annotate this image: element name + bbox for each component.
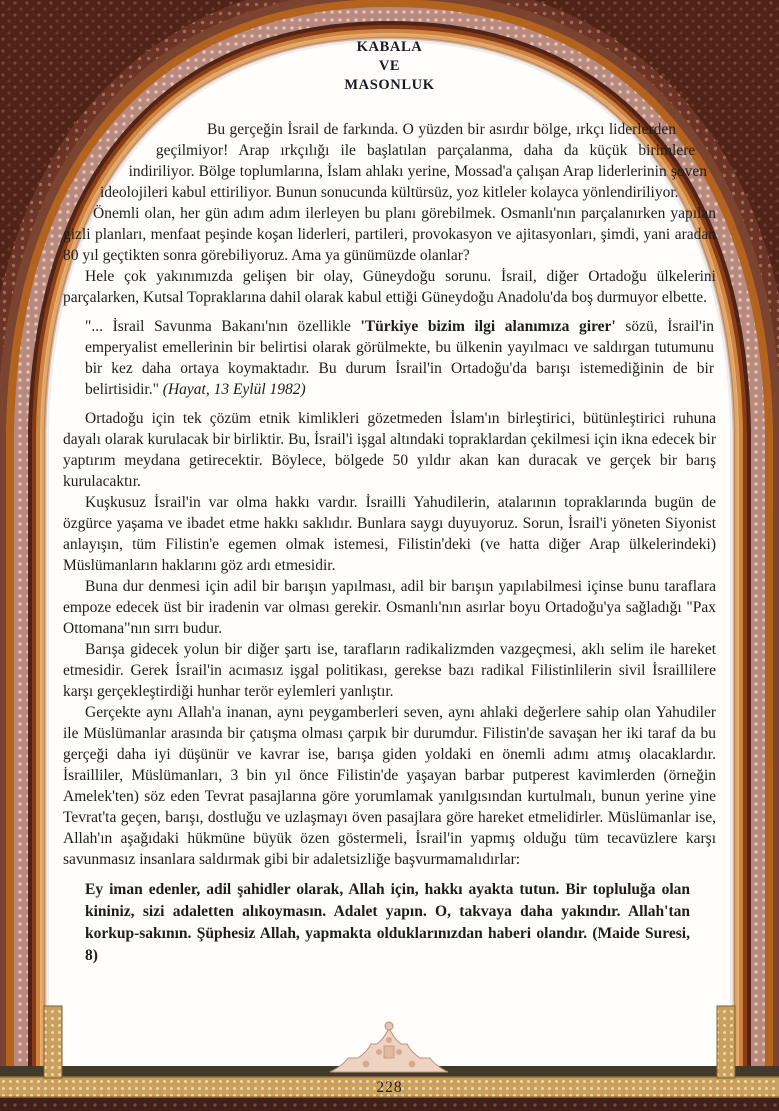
paragraph-5 (63, 408, 716, 492)
paragraph-9 (63, 702, 716, 870)
book-title-line: VE (378, 58, 401, 74)
text-column (45, 38, 734, 967)
text-segment: Ortadoğu için tek çözüm etnik kimlikleri gözetmeden İslam'ın birleştirici, bütünleştirici ruhuna dayalı olarak kurulacak bir birliktir. Bu, İsrail'i işgal altındaki topraklardan çekilmesi için ikna edecek bir yaptırım meydana getirecektir. Böylece, bölgede 50 yıldır akan kan duracak ve gerçek bir barış kurulacaktır. (63, 410, 716, 490)
text-segment: "... İsrail Savunma Bakanı'nın özellikle (85, 318, 361, 335)
book-title (63, 38, 716, 95)
text-segment: Barışa gidecek yolun bir diğer şartı ise, tarafların radikalizmden vazgeçmesi, aklı selim ile hareket etmesidir. Gerek İsrail'in acımasız işgal politikası, gerekse bazı radikal Filistinlilerin sivil İsraillilere karşı gerçekleştirdiği hunhar terör eylemleri yanlıştır. (63, 641, 716, 700)
text-segment: sözü, İsrail'in emperyalist emellerinin bir belirtisi olarak görülmekte, bu ülkenin yayılmacı ve saldırgan tutumunu bir kez daha ortaya koymaktadır. Bu durum İsrail'in Ortadoğu'da barışı istemediğinin de bir belirtisidir." (85, 318, 714, 398)
text-segment: Ey iman edenler, adil şahidler olarak, Allah için, hakkı ayakta tutun. Bir topluluğa olan kininiz, sizi adaletten alıkoymasın. Adalet yapın. O, takvaya daha yakındır. Allah'tan korkup-sakının. Şüphesiz Allah, yapmakta olduklarınızdan haberi olandır. (Maide Suresi, 8) (85, 881, 690, 964)
text-segment: Bu gerçeğin İsrail de farkında. O yüzden bir asırdır bölge, ırkçı liderlerden geçilmiyor! Arap ırkçılığı ile başlatılan parçalanma, daha da küçük birimlere indiriliyor. Bölge toplumlarına, İslam ahlakı yerine, Mossad'a çalışan Arap liderlerinin şoven ideolojileri kabul ettiriliyor. Bunun sonucunda kültürsüz, yoz kitleler kolayca yönlendiriliyor. (100, 121, 707, 201)
paragraph-6 (63, 492, 716, 576)
paragraph-10 (85, 879, 690, 967)
page-number: 228 (376, 1079, 403, 1096)
text-segment: Buna dur denmesi için adil bir barışın yapılması, adil bir barışın yapılabilmesi içinse bunu taraflara empoze edecek üst bir iradenin var olması gerekir. Osmanlı'nın asırlar boyu Ortadoğu'ya sağladığı "Pax Ottomana"nın sırrı budur. (63, 578, 716, 637)
paragraph-7 (63, 576, 716, 639)
book-title-line: MASONLUK (344, 77, 435, 93)
frame-corner-right (717, 1006, 735, 1078)
book-title-line: KABALA (356, 39, 423, 55)
text-segment: Hele çok yakınımızda gelişen bir olay, Güneydoğu sorunu. İsrail, diğer Ortadoğu ülkelerini parçalarken, Kutsal Topraklarına dahil olarak kabul ettiği Güneydoğu Anadolu'da boş durmuyor elbette. (63, 268, 716, 306)
text-segment: 'Türkiye bizim ilgi alanımıza girer' (360, 318, 616, 335)
frame-bottom-edge (0, 1098, 779, 1111)
paragraph-3 (63, 266, 716, 308)
text-segment: Gerçekte aynı Allah'a inanan, aynı peygamberleri seven, aynı ahlaki değerlere sahip olan Yahudiler ile Müslümanlar arasında bir çatışma olması çarpık bir durumdur. Filistin'de savaşan her iki taraf da bu gerçeği daha iyi düşünür ve kavrar ise, barışa giden yoldaki en önemli adımı atmış olacaklardır. İsrailliler, Müslümanları, 3 bin yıl önce Filistin'de yaşayan barbar putperest kavimlerden (örneğin Amelek'ten) söz eden Tevrat pasajlarına göre yorumlamak yanılgısından kurtulmalı, bunun yerine yine Tevrat'ta geçen, barışı, dostluğu ve uzlaşmayı öven pasajlara göre hareket etmelidirler. Müslümanlar ise, Allah'ın aşağıdaki hükmüne büyük özen göstermeli, İsrail'in yapmış olduğu tüm tecavüzlere karşı savunmasız insanlara saldırmak gibi bir adaletsizliğe başvurmamalıdırlar: (63, 704, 716, 868)
text-segment: Önemli olan, her gün adım adım ilerleyen bu planı görebilmek. Osmanlı'nın parçalanırken yapılan gizli planları, menfaat peşinde koşan liderleri, partileri, provokasyon ve ajitasyonları, şimdi, yani aradan 80 yıl geçtikten sonra görebiliyoruz. Ama ya günümüzde olanlar? (63, 205, 716, 264)
paragraph-4 (85, 316, 714, 400)
paragraph-8 (63, 639, 716, 702)
text-segment: Kuşkusuz İsrail'in var olma hakkı vardır. İsrailli Yahudilerin, atalarının topraklarında bugün de özgürce yaşama ve ibadet etme hakkı saklıdır. Bunlara saygı duyuyoruz. Sorun, İsrail'i yöneten Siyonist anlayışın, tüm Filistin'e egemen olmak istemesi, Filistin'deki (ve hatta diğer Arap ülkelerindeki) Müslümanların haklarını göz ardı etmesidir. (63, 494, 716, 574)
text-segment: (Hayat, 13 Eylül 1982) (162, 381, 306, 398)
frame-corner-left (44, 1006, 62, 1078)
paragraph-2 (63, 203, 716, 266)
